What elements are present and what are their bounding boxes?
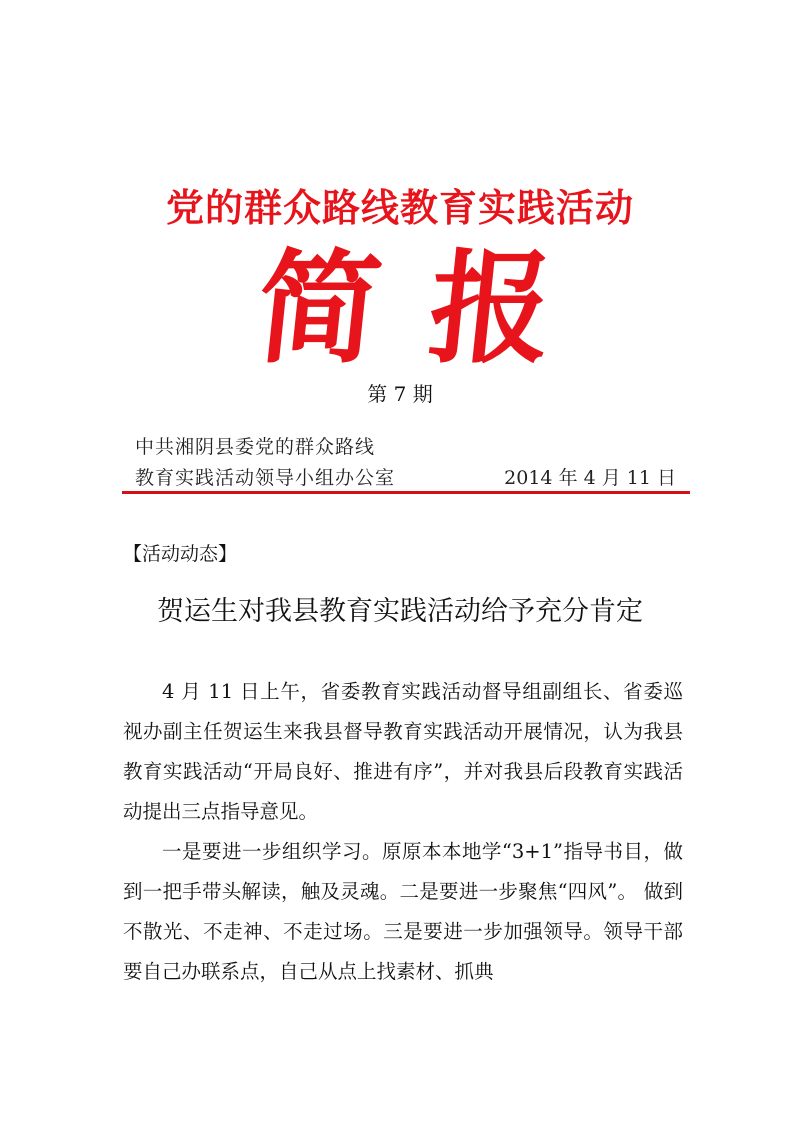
article-headline: 贺运生对我县教育实践活动给予充分肯定 [157,596,643,627]
article-paragraph: 4 月 11 日上午，省委教育实践活动督导组副组长、省委巡视办副主任贺运生来我县督导教育实践活动开展情况，认为我县教育实践活动“开局良好、推进有序”，并对我县后段教育实践活动提出三点指导意见。 [123,680,683,823]
issuer-block [135,432,395,494]
masthead-divider [122,491,690,494]
masthead-title: 党的群众路线教育实践活动 [165,186,634,230]
issuer-line-1: 中共湘阴县委党的群众路线 [135,436,376,458]
issue-date: 2014 年 4 月 11 日 [504,467,676,489]
article-paragraph: 一是要进一步组织学习。原原本本地学“3+1”指导书目，做到一把手带头解读，触及灵魂。二是要进一步聚焦“四风”。 做到不散光、不走神、不走过场。三是要进一步加强领导。领导干部要自己办联系点，自己从点上找素材、抓典 [123,840,683,983]
masthead-big-char-jian: 简 [250,236,388,380]
issue-number: 第 7 期 [367,382,433,406]
issuer-line-2: 教育实践活动领导小组办公室 [135,467,396,489]
section-tag: 【活动动态】 [123,543,238,565]
masthead-big-char-bao: 报 [422,236,560,380]
article-body [123,672,683,992]
